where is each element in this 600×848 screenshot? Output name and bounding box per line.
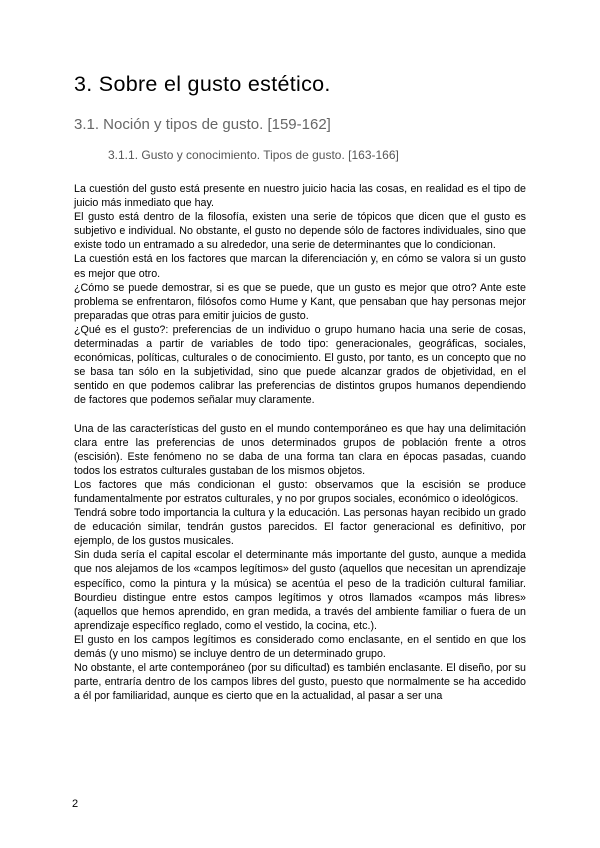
paragraph: Sin duda sería el capital escolar el determinante más importante del gusto, aunque a medida que nos alejamos de los «campos legítimos» del gusto (aquellos que necesitan un aprendizaje específico, como la pintura y la música) se acentúa el peso de la tradición cultural familiar. Bourdieu distingue entre estos campos legítimos y otros llamados «campos más libres» (aquellos que hemos aprendido, en gran medida, a través del ambiente familiar o fuera de un aprendizaje específico reglado, como el vestido, la cocina, etc.). (74, 549, 526, 632)
body-text (74, 182, 526, 703)
chapter-title: 3. Sobre el gusto estético. (74, 72, 331, 96)
paragraph: La cuestión del gusto está presente en nuestro juicio hacia las cosas, en realidad es el tipo de juicio más inmediato que hay. (74, 183, 526, 210)
paragraph: Los factores que más condicionan el gusto: observamos que la escisión se produce fundamentalmente por estratos culturales, y no por grupos sociales, económico o ideológicos. (74, 478, 526, 505)
section-title: 3.1. Noción y tipos de gusto. [159-162] (74, 116, 331, 133)
paragraph: ¿Cómo se puede demostrar, si es que se puede, que un gusto es mejor que otro? Ante este problema se enfrentaron, filósofos como Hume y Kant, que pensaban que hay personas mejor preparadas que otras para emitir juicios de gusto. (74, 281, 526, 322)
paragraph: El gusto en los campos legítimos es considerado como enclasante, en el sentido en que los demás (y uno mismo) se incluye dentro de un determinado grupo. (74, 633, 526, 660)
paragraph: La cuestión está en los factores que marcan la diferenciación y, en cómo se valora si un gusto es mejor que otro. (74, 253, 526, 280)
paragraph: No obstante, el arte contemporáneo (por su dificultad) es también enclasante. El diseño, por su parte, entraría dentro de los campos libres del gusto, puesto que normalmente se ha accedido a él por familiaridad, aunque es cierto que en la actualidad, al pasar a ser una (74, 662, 526, 703)
subsection-title: 3.1.1. Gusto y conocimiento. Tipos de gusto. [163-166] (108, 148, 399, 162)
paragraph: Una de las características del gusto en el mundo contemporáneo es que hay una delimitación clara entre las preferencias de unos determinados grupos de población frente a otros (escisión). Este fenómeno no se daba de una forma tan clara en épocas pasadas, cuando todos los estratos culturales gustaban de los mismos objetos. (74, 422, 526, 477)
paragraph: Tendrá sobre todo importancia la cultura y la educación. Las personas hayan recibido un grado de educación similar, tendrán gustos parecidos. El factor generacional es definitivo, por ejemplo, de los gustos musicales. (74, 507, 526, 548)
paragraph: ¿Qué es el gusto?: preferencias de un individuo o grupo humano hacia una serie de cosas, determinadas a partir de variables de todo tipo: generacionales, geográficas, sociales, económicas, políticas, culturales o de conocimiento. El gusto, por tanto, es un concepto que no se basa tan sólo en la subjetividad, sino que puede alcanzar grados de objetividad, en el sentido en que podemos calibrar las preferencias de distintos grupos humanos dependiendo de factores que podemos señalar muy claramente. (74, 323, 526, 407)
paragraph: El gusto está dentro de la filosofía, existen una serie de tópicos que dicen que el gusto es subjetivo e individual. No obstante, el gusto no depende sólo de factores individuales, sino que existe todo un entramado a su alrededor, una serie de determinantes que lo condicionan. (74, 211, 526, 252)
page-number: 2 (72, 798, 79, 810)
